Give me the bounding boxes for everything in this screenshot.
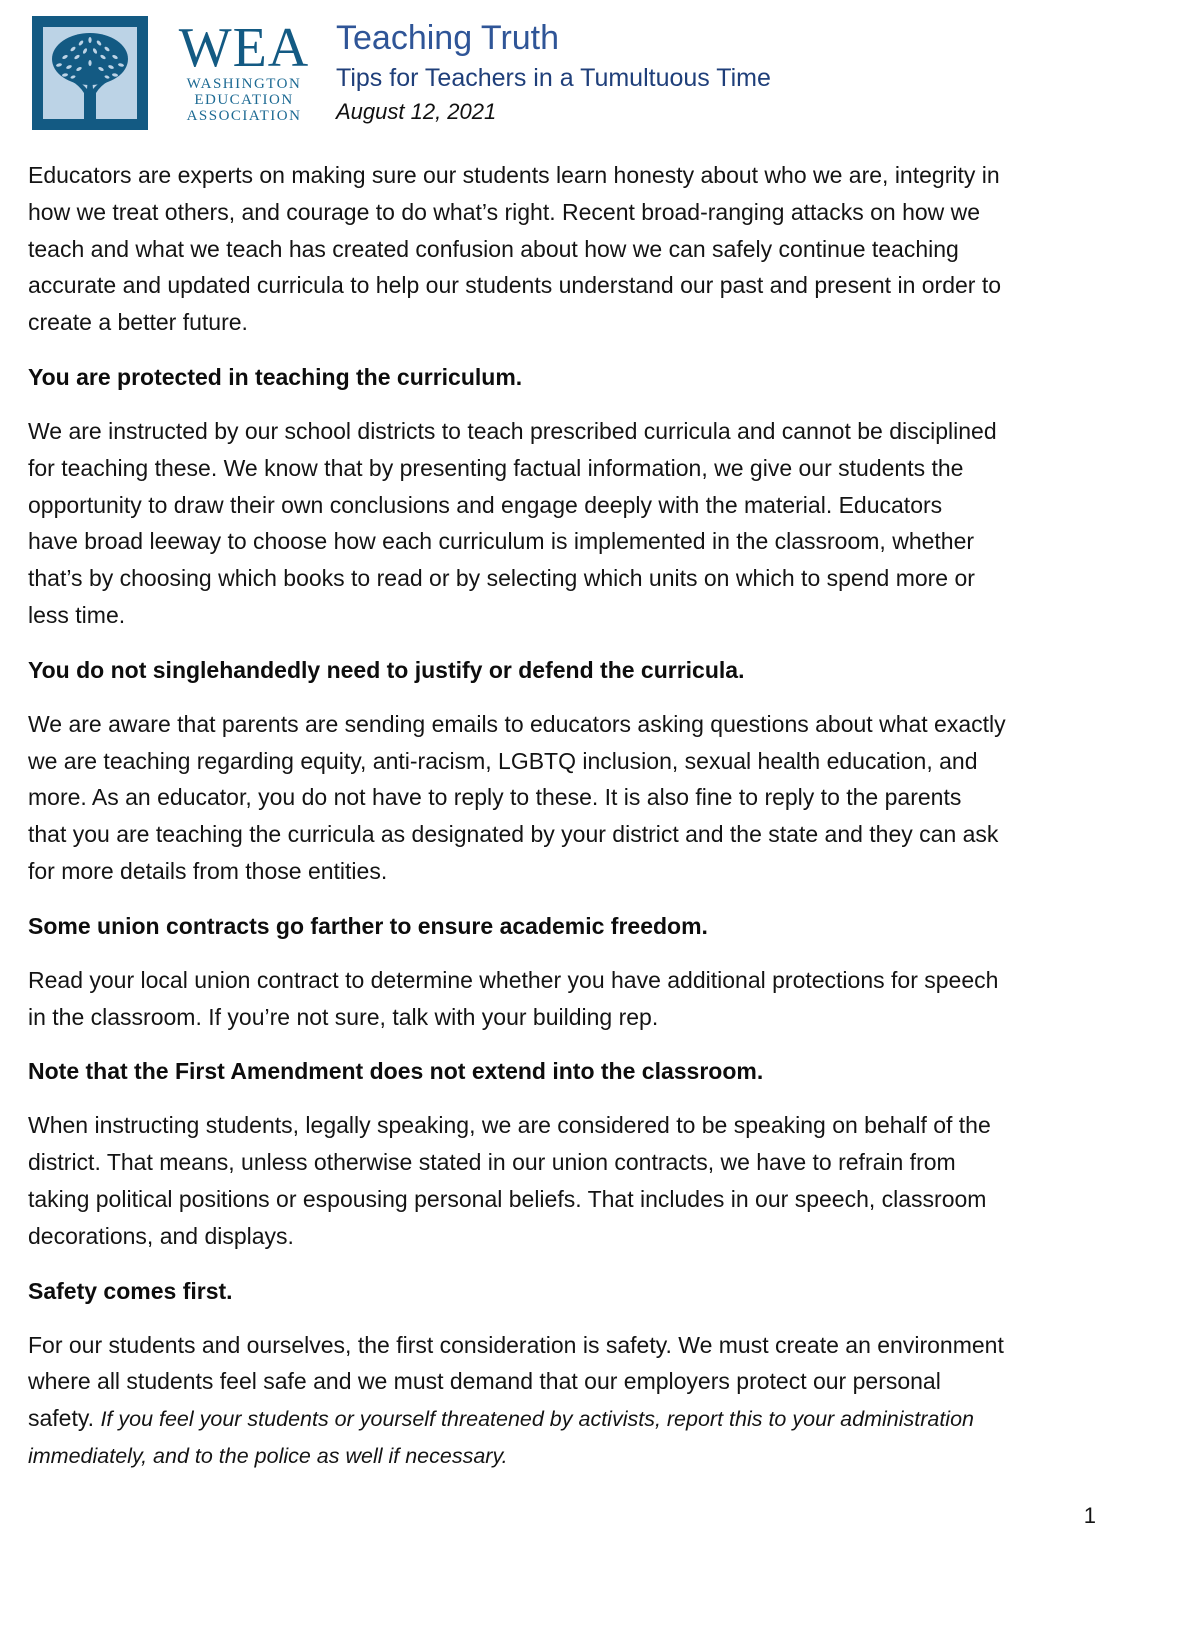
text-line: we are teaching regarding equity, anti-racism, LGBTQ inclusion, sexual health education, and — [28, 747, 978, 774]
text-line: for teaching these. We know that by presenting factual information, we give our students the — [28, 454, 964, 481]
section-heading-safety: Safety comes first. — [28, 1277, 233, 1304]
section-paragraph-union-contracts — [28, 962, 1168, 1036]
section-heading-union-contracts: Some union contracts go farther to ensure academic freedom. — [28, 912, 708, 939]
document-subtitle: Tips for Teachers in a Tumultuous Time — [336, 64, 771, 92]
document-body — [28, 157, 1168, 1475]
text-line: Read your local union contract to determine whether you have additional protections for speech — [28, 966, 999, 993]
section-paragraph-first-amendment — [28, 1107, 1168, 1254]
text-line: district. That means, unless otherwise stated in our union contracts, we have to refrain from — [28, 1149, 956, 1176]
text-line: in the classroom. If you’re not sure, talk with your building rep. — [28, 1003, 659, 1030]
logo-wea-text: WEA — [178, 17, 310, 79]
section-heading-protected: You are protected in teaching the curriculum. — [28, 363, 523, 390]
text-line: Educators are experts on making sure our students learn honesty about who we are, integrity in — [28, 162, 1000, 188]
text-line: for more details from those entities. — [28, 857, 388, 884]
section-paragraph-protected — [28, 413, 1168, 634]
logo-sub-line-3: ASSOCIATION — [186, 108, 302, 124]
text-line: taking political positions or espousing personal beliefs. That includes in our speech, classroom — [28, 1185, 987, 1212]
text-line: more. As an educator, you do not have to reply to these. It is also fine to reply to the parents — [28, 784, 962, 811]
text-line: teach and what we teach has created confusion about how we can safely continue teaching — [28, 235, 959, 262]
text-line: create a better future. — [28, 309, 248, 336]
text-plain-run: safety. — [28, 1405, 101, 1432]
document-header — [32, 14, 832, 134]
text-line: have broad leeway to choose how each curriculum is implemented in the classroom, whether — [28, 528, 975, 555]
section-paragraph-safety — [28, 1327, 1168, 1475]
text-line: We are aware that parents are sending emails to educators asking questions about what exactly — [28, 710, 1006, 737]
section-heading-first-amendment: Note that the First Amendment does not extend into the classroom. — [28, 1058, 764, 1085]
logo-sub-line-2: EDUCATION — [194, 92, 294, 108]
text-italic-run: If you feel your students or yourself threatened by activists, report this to your administration — [100, 1407, 975, 1432]
text-line-italic: immediately, and to the police as well if necessary. — [28, 1443, 508, 1468]
text-line: For our students and ourselves, the first consideration is safety. We must create an environment — [28, 1331, 1004, 1358]
text-line: how we treat others, and courage to do what’s right. Recent broad-ranging attacks on how we — [28, 198, 981, 225]
text-line: decorations, and displays. — [28, 1222, 294, 1249]
section-paragraph-justify — [28, 706, 1168, 890]
text-line: that’s by choosing which books to read or by selecting which units on which to spend more or — [28, 565, 975, 592]
document-title: Teaching Truth — [336, 19, 560, 57]
title-block — [336, 14, 896, 128]
page-number: 1 — [1083, 1503, 1096, 1528]
text-line-mixed — [28, 1400, 1168, 1438]
section-heading-justify: You do not singlehandedly need to justify or defend the curricula. — [28, 656, 745, 683]
logo-sub-line-1: WASHINGTON — [186, 76, 302, 92]
wea-logo-frame — [32, 16, 148, 130]
intro-paragraph — [28, 157, 1168, 341]
text-line: where all students feel safe and we must demand that our employers protect our personal — [28, 1368, 941, 1395]
text-line: When instructing students, legally speaking, we are considered to be speaking on behalf of the — [28, 1112, 991, 1139]
tree-icon — [43, 27, 137, 119]
text-line: that you are teaching the curricula as designated by your district and the state and they can ask — [28, 821, 999, 848]
wea-wordmark — [154, 14, 334, 134]
text-line: less time. — [28, 601, 126, 628]
text-line: opportunity to draw their own conclusions and engage deeply with the material. Educators — [28, 491, 943, 518]
document-date: August 12, 2021 — [336, 99, 497, 124]
text-line: accurate and updated curricula to help our students understand our past and present in order to — [28, 272, 1002, 299]
text-line: We are instructed by our school districts to teach prescribed curricula and cannot be disciplined — [28, 417, 997, 444]
